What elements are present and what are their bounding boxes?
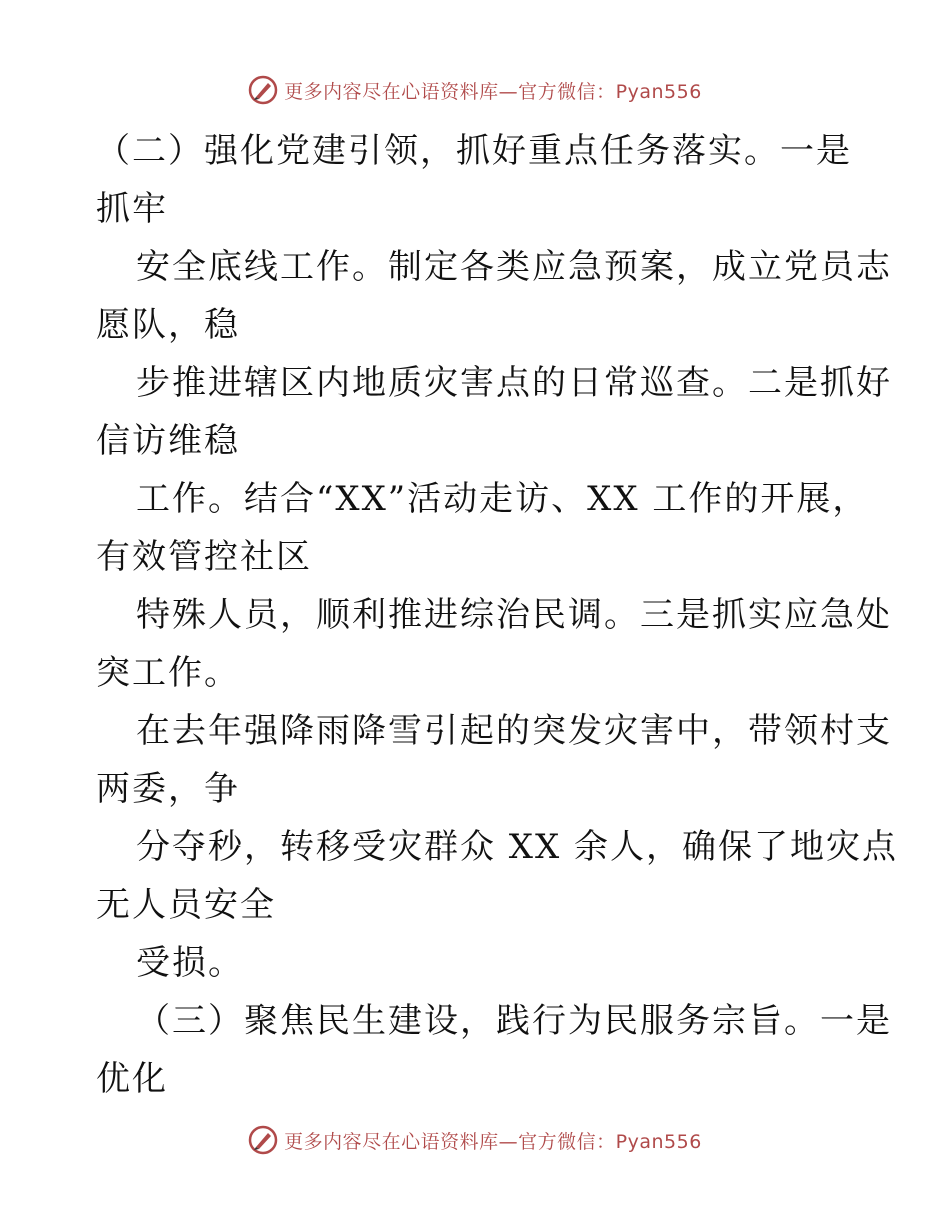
footer-banner <box>0 1120 950 1160</box>
text-line: 分夺秒，转移受灾群众 XX 余人，确保了地灾点 <box>136 827 899 867</box>
text-line: 突工作。 <box>96 653 240 693</box>
text-line: 两委，争 <box>96 769 240 809</box>
text-line: 在去年强降雨降雪引起的突发灾害中，带领村支 <box>136 711 892 751</box>
text-line: 有效管控社区 <box>96 537 312 577</box>
text-line: 工作。结合“XX”活动走访、XX 工作的开展， <box>136 479 869 519</box>
text-line: 步推进辖区内地质灾害点的日常巡查。二是抓好 <box>136 363 892 403</box>
text-line: 抓牢 <box>96 189 168 229</box>
text-line: 无人员安全 <box>96 885 276 925</box>
text-line: 安全底线工作。制定各类应急预案，成立党员志 <box>136 247 892 287</box>
pen-logo-icon <box>248 1125 278 1155</box>
pen-logo-icon <box>248 75 278 105</box>
text-line: 特殊人员，顺利推进综治民调。三是抓实应急处 <box>136 595 892 635</box>
header-banner-text: 更多内容尽在心语资料库—官方微信：Pyan556 <box>284 80 702 103</box>
text-line: 优化 <box>96 1059 168 1099</box>
text-line: 愿队，稳 <box>96 305 240 345</box>
text-line: 受损。 <box>136 943 244 983</box>
text-line: 信访维稳 <box>96 421 240 461</box>
text-line: （三）聚焦民生建设，践行为民服务宗旨。一是 <box>136 1001 892 1041</box>
header-banner <box>0 70 950 110</box>
footer-banner-text: 更多内容尽在心语资料库—官方微信：Pyan556 <box>284 1130 702 1153</box>
text-line: （二）强化党建引领，抓好重点任务落实。一是 <box>96 131 852 171</box>
